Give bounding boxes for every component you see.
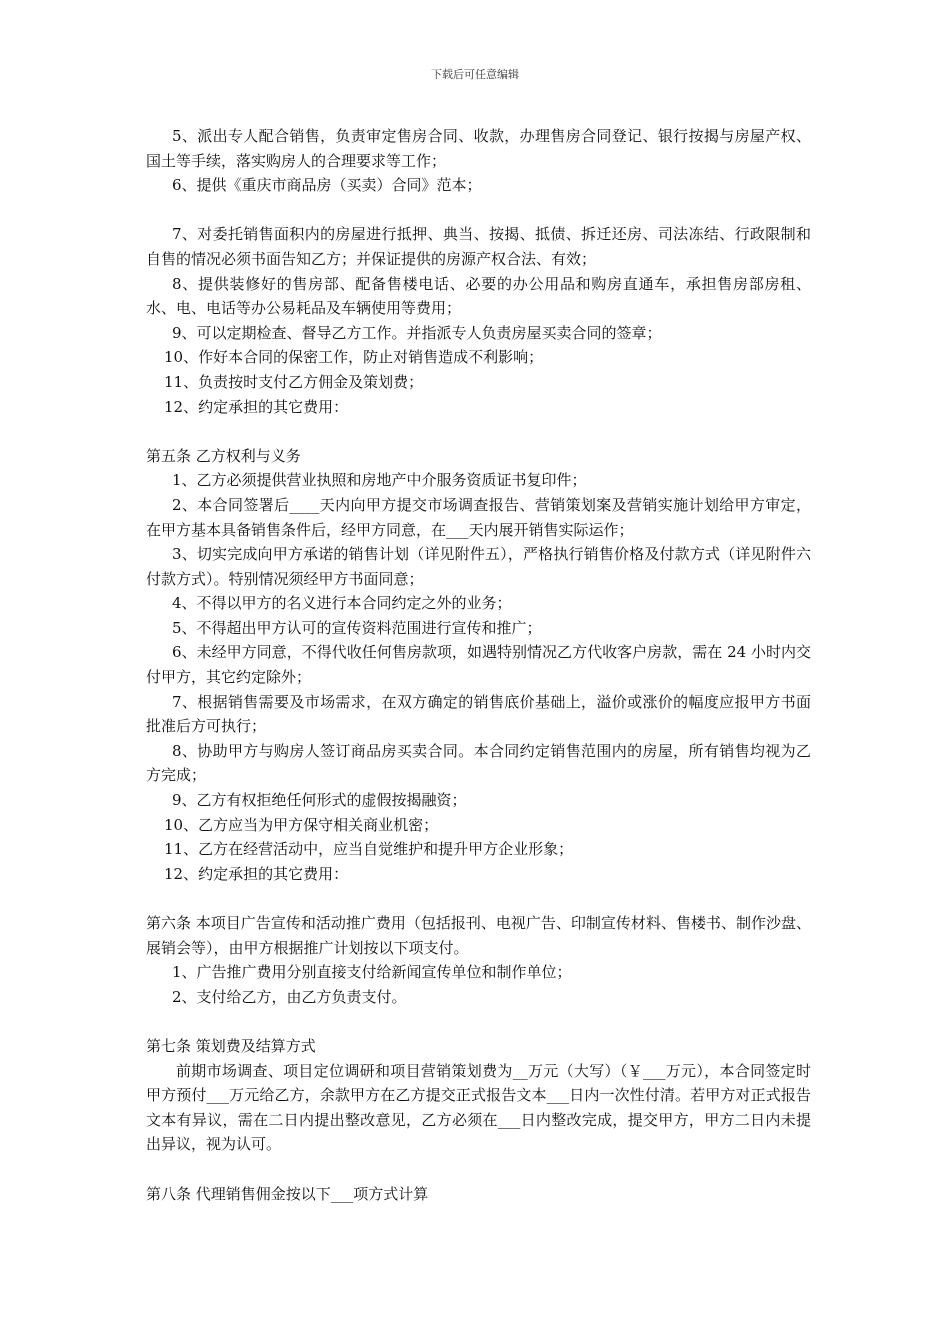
clause-5-10: 10、乙方应当为甲方保守相关商业机密； xyxy=(164,815,439,834)
clause-4-11: 11、负责按时支付乙方佣金及策划费； xyxy=(164,372,424,391)
clause-5-9: 9、乙方有权拒绝任何形式的虚假按揭融资； xyxy=(172,791,467,810)
spacer xyxy=(146,198,811,223)
spacer xyxy=(146,1157,811,1182)
clause-4-9: 9、可以定期检查、督导乙方工作。并指派专人负责房屋买卖合同的签章； xyxy=(172,323,662,342)
clause-5-2: 2、本合同签署后____天内向甲方提交市场调查报告、营销策划案及营销实施计划给甲方审定，在甲方基本具备销售条件后，经甲方同意，在___天内展开销售实际运作； xyxy=(146,495,811,539)
section-5-title: 第五条 乙方权利与义务 xyxy=(146,446,301,465)
clause-4-7: 7、对委托销售面积内的房屋进行抵押、典当、按揭、抵债、拆迁还房、司法冻结、行政限制和自售的情况必须书面告知乙方；并保证提供的房源产权合法、有效； xyxy=(146,225,811,268)
clause-4-12: 12、约定承担的其它费用： xyxy=(164,397,349,416)
clause-5-11: 11、乙方在经营活动中，应当自觉维护和提升甲方企业形象； xyxy=(164,840,574,859)
section-8-title: 第八条 代理销售佣金按以下___项方式计算 xyxy=(146,1184,429,1203)
clause-5-12: 12、约定承担的其它费用： xyxy=(164,864,349,883)
spacer xyxy=(146,419,811,444)
section-7-body: 前期市场调查、项目定位调研和项目营销策划费为__万元（大写）（￥___万元），本合同签定时甲方预付___万元给乙方，余款甲方在乙方提交正式报告文本___日内一次性付清。若甲方对正式报告文本有异议，需在二日内提出整改意见，乙方必须在___日内整改完成，提交甲方，甲方二日内未提出异议，视为认可。 xyxy=(146,1061,811,1154)
clause-5-4: 4、不得以甲方的名义进行本合同约定之外的业务； xyxy=(172,594,512,613)
section-6-title: 第六条 本项目广告宣传和活动推广费用（包括报刊、电视广告、印制宣传材料、售楼书、制作沙盘、展销会等），由甲方根据推广计划按以下项支付。 xyxy=(146,914,811,957)
clause-5-7: 7、根据销售需要及市场需求，在双方确定的销售底价基础上，溢价或涨价的幅度应报甲方书面批准后方可执行； xyxy=(146,692,811,736)
clause-4-8: 8、提供装修好的售房部、配备售楼电话、必要的办公用品和购房直通车，承担售房部房租、水、电、电话等办公易耗品及车辆使用等费用； xyxy=(146,274,811,318)
clause-4-5: 5、派出专人配合销售，负责审定售房合同、收款，办理售房合同登记、银行按揭与房屋产权、国土等手续，落实购房人的合理要求等工作； xyxy=(146,127,811,170)
clause-5-3: 3、切实完成向甲方承诺的销售计划（详见附件五），严格执行销售价格及付款方式（详见附件六付款方式）。特别情况须经甲方书面同意； xyxy=(146,545,811,588)
download-note: 下载后可任意编辑 xyxy=(431,68,519,81)
clause-5-5: 5、不得超出甲方认可的宣传资料范围进行宣传和推广； xyxy=(172,618,542,637)
spacer xyxy=(146,886,811,911)
spacer xyxy=(146,1009,811,1034)
clause-6-2: 2、支付给乙方，由乙方负责支付。 xyxy=(172,987,407,1006)
contract-body xyxy=(146,124,811,1206)
clause-5-1: 1、乙方必须提供营业执照和房地产中介服务资质证书复印件； xyxy=(172,471,587,490)
section-7-title: 第七条 策划费及结算方式 xyxy=(146,1036,316,1055)
clause-5-6: 6、未经甲方同意，不得代收任何售房款项，如遇特别情况乙方代收客户房款，需在 24 小时内交付甲方，其它约定除外； xyxy=(146,643,811,687)
clause-6-1: 1、广告推广费用分别直接支付给新闻宣传单位和制作单位； xyxy=(172,963,572,982)
clause-4-6: 6、提供《重庆市商品房（买卖）合同》范本； xyxy=(172,176,482,195)
clause-5-8: 8、协助甲方与购房人签订商品房买卖合同。本合同约定销售范围内的房屋，所有销售均视为乙方完成； xyxy=(146,741,811,785)
clause-4-10: 10、作好本合同的保密工作，防止对销售造成不利影响； xyxy=(164,348,544,367)
